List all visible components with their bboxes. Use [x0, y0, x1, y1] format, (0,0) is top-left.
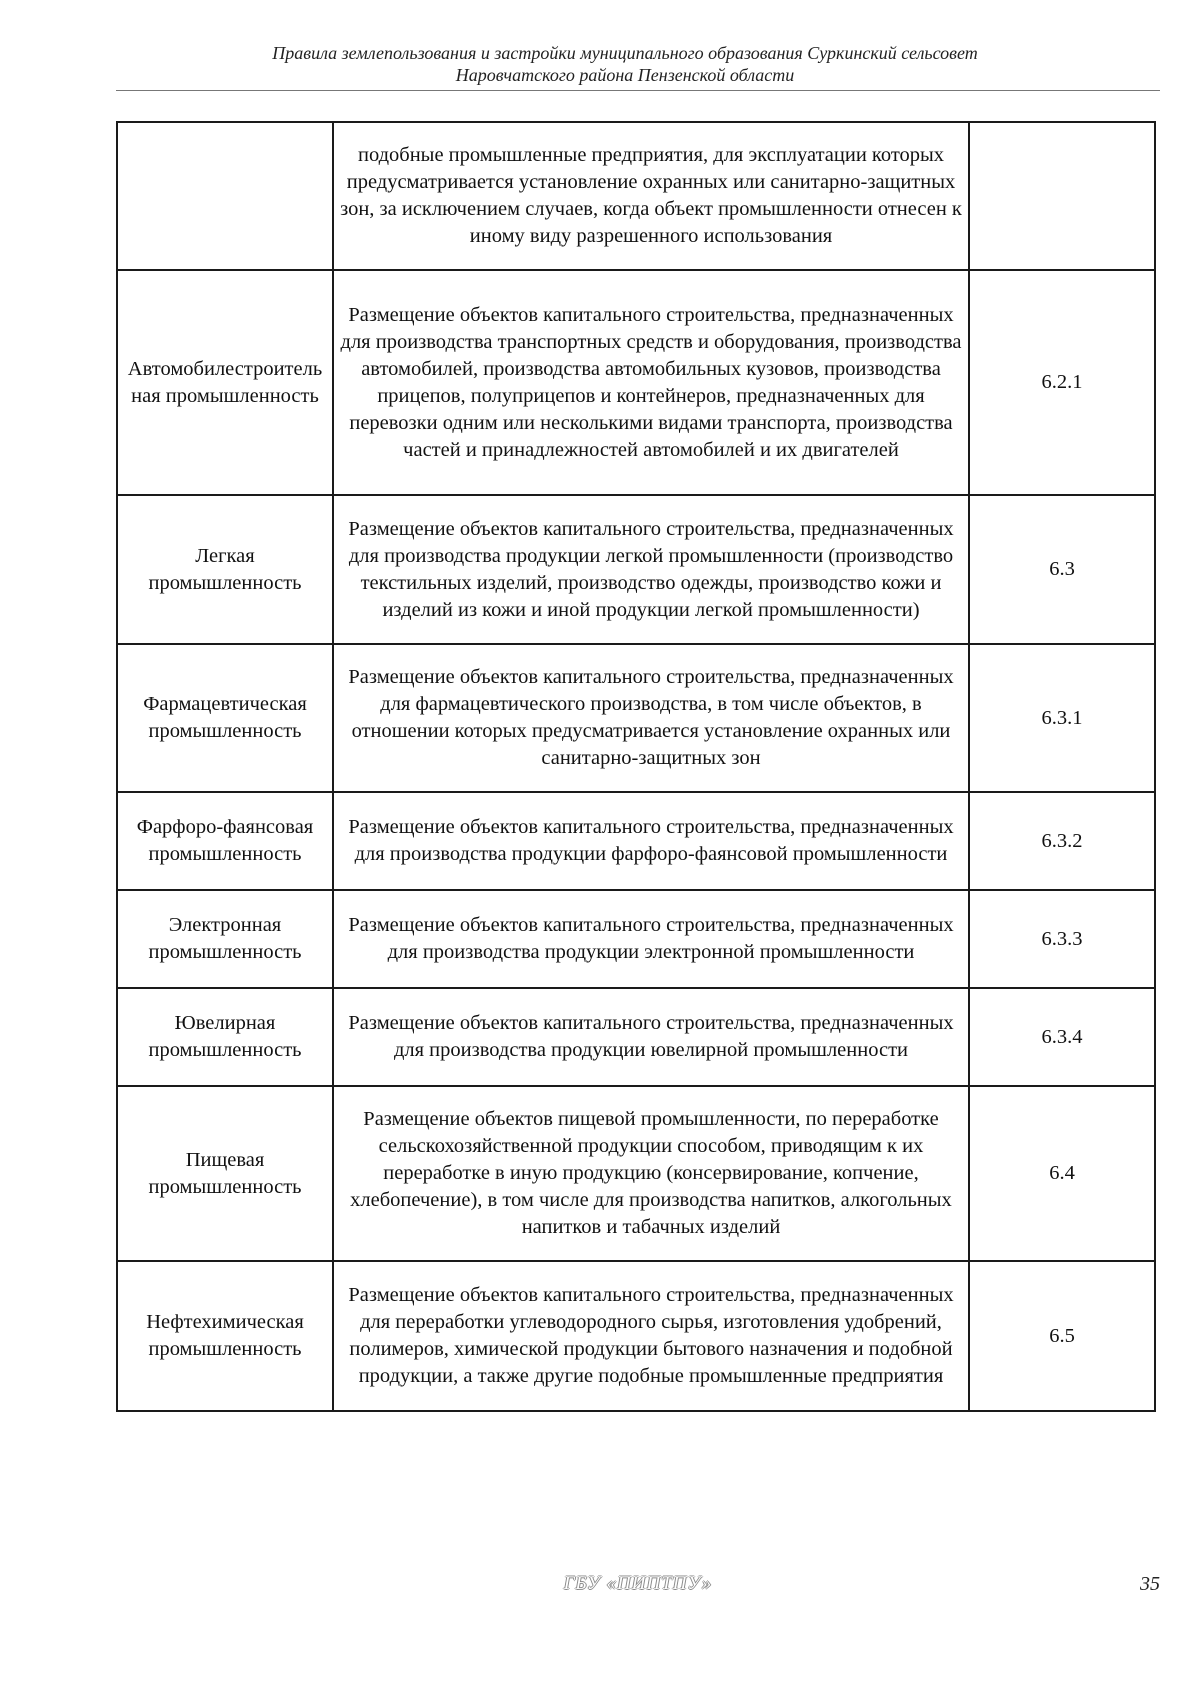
use-description-cell: Размещение объектов капитального строительства, предназначенных для производства продукции легкой промышленности (производство текстильных изделий, производство одежды, производство кожи и изделий из кожи и иной продукции легкой промышленности): [333, 495, 969, 644]
use-name-cell: Ювелирная промышленность: [117, 988, 333, 1086]
use-name-cell: Фарфоро-фаянсовая промышленность: [117, 792, 333, 890]
page-number: 35: [1140, 1573, 1160, 1595]
use-code-cell: 6.4: [969, 1086, 1155, 1261]
use-name-cell: [117, 122, 333, 270]
use-code-cell: 6.3.2: [969, 792, 1155, 890]
table-row: [117, 988, 1155, 1086]
use-name-cell: Нефтехимическая промышленность: [117, 1261, 333, 1411]
use-name-cell: Пищевая промышленность: [117, 1086, 333, 1261]
page-footer: [116, 1573, 1160, 1597]
use-description-cell: Размещение объектов капитального строительства, предназначенных для производства транспортных средств и оборудования, производства автомобилей, производства автомобильных кузовов, производства прицепов, полуприцепов и контейнеров, предназначенных для перевозки одним или несколькими видами транспорта, производства частей и принадлежностей автомобилей и их двигателей: [333, 270, 969, 495]
land-use-table: [116, 121, 1156, 1412]
use-code-cell: 6.3.1: [969, 644, 1155, 792]
use-code-cell: 6.2.1: [969, 270, 1155, 495]
use-description-cell: Размещение объектов пищевой промышленности, по переработке сельскохозяйственной продукции способом, приводящим к их переработке в иную продукцию (консервирование, копчение, хлебопечение), в том числе для производства напитков, алкогольных напитков и табачных изделий: [333, 1086, 969, 1261]
use-description-cell: Размещение объектов капитального строительства, предназначенных для производства продукции ювелирной промышленности: [333, 988, 969, 1086]
use-description-cell: подобные промышленные предприятия, для эксплуатации которых предусматривается установление охранных или санитарно-защитных зон, за исключением случаев, когда объект промышленности отнесен к иному виду разрешенного использования: [333, 122, 969, 270]
use-name-cell: Электронная промышленность: [117, 890, 333, 988]
use-code-cell: [969, 122, 1155, 270]
table-row: [117, 890, 1155, 988]
header-divider: [116, 90, 1160, 91]
use-name-cell: Автомобилестроительная промышленность: [117, 270, 333, 495]
use-description-cell: Размещение объектов капитального строительства, предназначенных для фармацевтического производства, в том числе объектов, в отношении которых предусматривается установление охранных или санитарно-защитных зон: [333, 644, 969, 792]
use-code-cell: 6.5: [969, 1261, 1155, 1411]
use-code-cell: 6.3.4: [969, 988, 1155, 1086]
table-row: [117, 1086, 1155, 1261]
table-row: [117, 644, 1155, 792]
table-row: [117, 495, 1155, 644]
header-line-1: Правила землепользования и застройки муниципального образования Суркинский сельсовет: [272, 43, 978, 63]
use-description-cell: Размещение объектов капитального строительства, предназначенных для производства продукции электронной промышленности: [333, 890, 969, 988]
footer-organization: ГБУ «ПИПТПУ»: [563, 1573, 713, 1594]
use-name-cell: Фармацевтическая промышленность: [117, 644, 333, 792]
use-code-cell: 6.3.3: [969, 890, 1155, 988]
table-row: [117, 122, 1155, 270]
table-row: [117, 792, 1155, 890]
table-row: [117, 1261, 1155, 1411]
use-code-cell: 6.3: [969, 495, 1155, 644]
running-header: [200, 42, 1050, 86]
use-description-cell: Размещение объектов капитального строительства, предназначенных для переработки углеводородного сырья, изготовления удобрений, полимеров, химической продукции бытового назначения и подобной продукции, а также другие подобные промышленные предприятия: [333, 1261, 969, 1411]
use-name-cell: Легкая промышленность: [117, 495, 333, 644]
header-line-2: Наровчатского района Пензенской области: [455, 65, 795, 85]
table-row: [117, 270, 1155, 495]
use-description-cell: Размещение объектов капитального строительства, предназначенных для производства продукции фарфоро-фаянсовой промышленности: [333, 792, 969, 890]
